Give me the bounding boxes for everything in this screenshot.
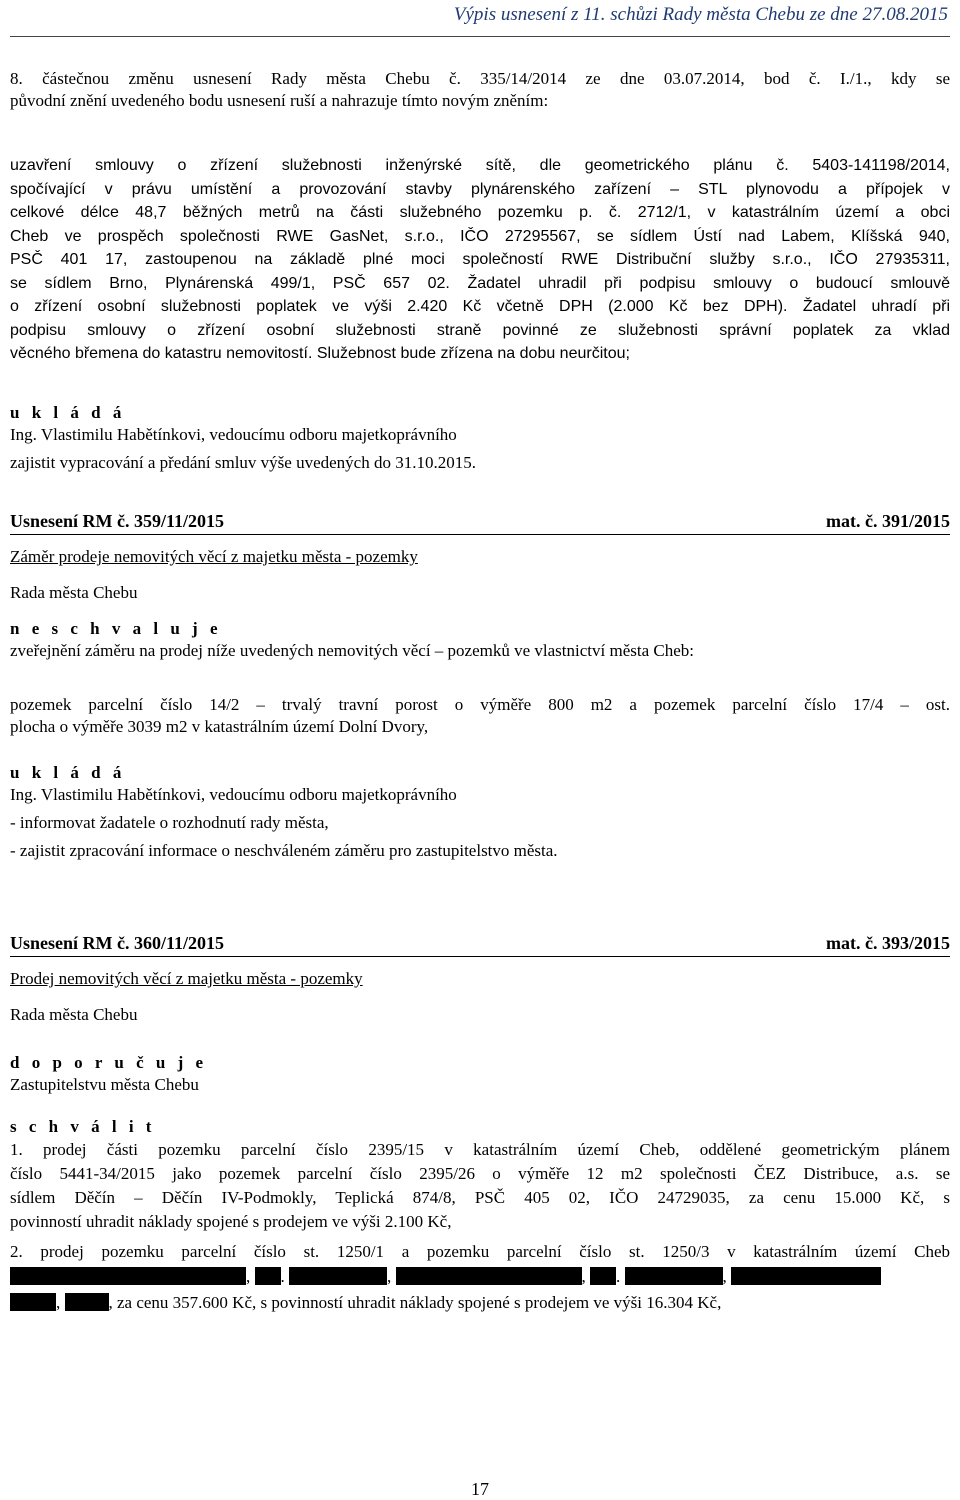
easement-line: podpisu smlouvy o zřízení osobní služebnosti straně povinné ze služebnosti správní poplatek za vklad xyxy=(10,321,950,339)
material-number: mat. č. 393/2015 xyxy=(826,933,950,953)
redaction-bar xyxy=(289,1267,387,1285)
sale-item-2-line: 2. prodej pozemku parcelní číslo st. 1250/1 a pozemku parcelní číslo st. 1250/3 v katastrálním území Cheb xyxy=(10,1242,950,1261)
separator: , xyxy=(56,1293,61,1312)
resolution-number: Usnesení RM č. 359/11/2015 xyxy=(10,511,224,531)
redaction-bar xyxy=(625,1267,723,1285)
separator: , xyxy=(581,1267,586,1286)
easement-line: se sídlem Brno, Plynárenská 499/1, PSČ 657 02. Žadatel uhradil při podpisu smlouvy o budoucí smlouvě xyxy=(10,274,950,292)
redaction-bar xyxy=(590,1267,616,1285)
sale-item-2-price: , za cenu 357.600 Kč, s povinností uhradit náklady spojené s prodejem ve výši 16.304 Kč, xyxy=(108,1293,722,1312)
easement-line: spočívající v právu umístění a provozování stavby plynárenského zařízení – STL plynovodu a přípojek v xyxy=(10,180,950,198)
council-name: Rada města Chebu xyxy=(10,583,138,602)
responsible-person: Ing. Vlastimilu Habětínkovi, vedoucímu odboru majetkoprávního xyxy=(10,425,457,444)
easement-line: o zřízení osobní služebnosti poplatek ve výši 2.420 Kč včetně DPH (2.000 Kč bez DPH). Žadatel uhradí při xyxy=(10,298,950,315)
easement-line: celkové délce 48,7 běžných metrů na části služebného pozemku p. č. 2712/1, v katastrálním území a obci xyxy=(10,204,950,221)
verb-schvalit: s c h v á l i t xyxy=(10,1117,156,1136)
redaction-bar xyxy=(255,1267,281,1285)
resolution-359 xyxy=(10,546,950,862)
task-block-1 xyxy=(10,402,950,474)
sale-item-1-line: 1. prodej části pozemku parcelní číslo 2395/15 v katastrálním území Cheb, oddělené geometrickým plánem xyxy=(10,1140,950,1159)
verb-neschvaluje: n e s c h v a l u j e xyxy=(10,619,222,638)
sale-item-1-line: sídlem Děčín – Děčín IV-Podmokly, Teplická 874/8, PSČ 405 02, IČO 24729035, za cenu 15.000 Kč, s xyxy=(10,1188,950,1207)
sale-item-2-redacted-line xyxy=(10,1264,950,1290)
easement-line: věcného břemena do katastru nemovitostí. Služebnost bude zřízena na dobu neurčitou; xyxy=(10,345,630,362)
separator: , xyxy=(387,1267,392,1286)
redaction-bar xyxy=(731,1267,881,1285)
separator: . xyxy=(616,1267,621,1286)
resolution-360-heading xyxy=(10,932,950,957)
verb-uklada: u k l á d á xyxy=(10,763,126,782)
sale-item-2-line xyxy=(10,1290,950,1316)
separator: . xyxy=(280,1267,285,1286)
task-item: - informovat žadatele o rozhodnutí rady města, xyxy=(10,813,329,832)
page-header: Výpis usnesení z 11. schůzi Rady města Chebu ze dne 27.08.2015 xyxy=(453,4,948,25)
plot-description: plocha o výměře 3039 m2 v katastrálním území Dolní Dvory, xyxy=(10,717,429,736)
verb-uklada: u k l á d á xyxy=(10,403,126,422)
sale-item-1-line: povinností uhradit náklady spojené s prodejem ve výši 2.100 Kč, xyxy=(10,1212,452,1231)
easement-line: PSČ 401 17, zastoupenou na základě plné moci společností RWE Distribuční služby s.r.o., IČO 27935311, xyxy=(10,251,950,268)
resolution-number: Usnesení RM č. 360/11/2015 xyxy=(10,933,224,953)
verb-doporucuje: d o p o r u č u j e xyxy=(10,1053,208,1072)
redaction-bar xyxy=(396,1267,582,1285)
redaction-bar xyxy=(10,1267,246,1285)
task-text: zajistit vypracování a předání smluv výše uvedených do 31.10.2015. xyxy=(10,453,476,472)
resolution-359-heading xyxy=(10,510,950,535)
sale-item-1-line: číslo 5441-34/2015 jako pozemek parcelní číslo 2395/26 o výměře 12 m2 společnosti ČEZ Distribuce, a.s. se xyxy=(10,1164,950,1183)
responsible-person: Ing. Vlastimilu Habětínkovi, vedoucímu odboru majetkoprávního xyxy=(10,785,457,804)
task-item: - zajistit zpracování informace o neschváleném záměru pro zastupitelstvo města. xyxy=(10,841,558,860)
easement-paragraph xyxy=(10,154,950,366)
resolution-intro: zveřejnění záměru na prodej níže uvedených nemovitých věcí – pozemků ve vlastnictví města Cheb: xyxy=(10,641,695,660)
resolution-title: Prodej nemovitých věcí z majetku města - pozemky xyxy=(10,969,363,988)
easement-line: Cheb ve prospěch společnosti RWE GasNet, s.r.o., IČO 27295567, se sídlem Ústí nad Labem, Klíšská 940, xyxy=(10,227,950,245)
easement-line: uzavření smlouvy o zřízení služebnosti inženýrské sítě, dle geometrického plánu č. 5403-141198/2014, xyxy=(10,157,950,174)
resolution-360 xyxy=(10,968,950,1316)
page-number: 17 xyxy=(471,1479,489,1499)
council-name: Rada města Chebu xyxy=(10,1005,138,1024)
item-8-line: 8. částečnou změnu usnesení Rady města Chebu č. 335/14/2014 ze dne 03.07.2014, bod č. I./1., kdy se xyxy=(10,69,950,88)
header-divider xyxy=(10,36,950,37)
material-number: mat. č. 391/2015 xyxy=(826,511,950,531)
item-8 xyxy=(10,68,950,112)
separator: , xyxy=(246,1267,251,1286)
separator: , xyxy=(722,1267,727,1286)
resolution-title: Záměr prodeje nemovitých věcí z majetku města - pozemky xyxy=(10,547,418,566)
item-8-line: původní znění uvedeného bodu usnesení ruší a nahrazuje tímto novým zněním: xyxy=(10,91,549,110)
redaction-bar xyxy=(65,1293,109,1311)
redaction-bar xyxy=(10,1293,56,1311)
plot-description: pozemek parcelní číslo 14/2 – trvalý travní porost o výměře 800 m2 a pozemek parcelní číslo 17/4 – ost. xyxy=(10,695,950,714)
recipient: Zastupitelstvu města Chebu xyxy=(10,1075,199,1094)
